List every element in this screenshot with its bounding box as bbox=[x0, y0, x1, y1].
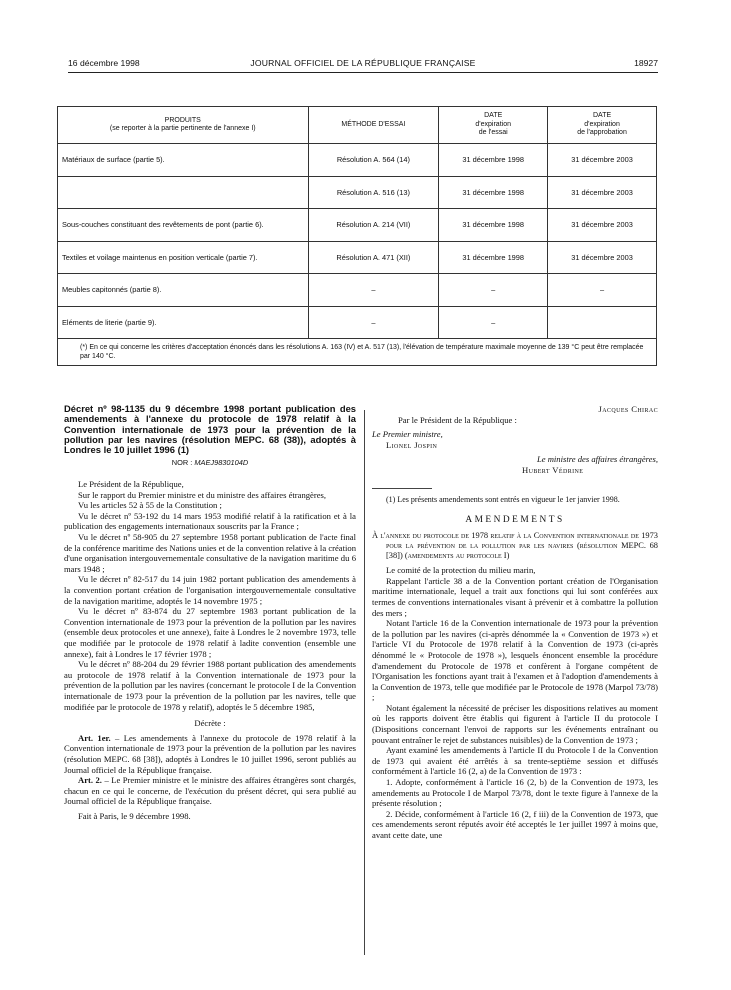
nor-label: NOR : bbox=[171, 458, 193, 468]
decree-paragraph: Vu le décret nº 58-905 du 27 septembre 1958 portant publication de l'acte final de la conférence maritime des Nations unies et de la convention relative à la création d'une organisation intergouvernementale consultative de la navigation maritime du 6 mars 1948 ; bbox=[64, 532, 356, 574]
test-date-cell: 31 décembre 1998 bbox=[439, 241, 548, 274]
approval-date-cell: 31 décembre 2003 bbox=[548, 209, 657, 242]
product-cell: Meubles capitonnés (partie 8). bbox=[58, 274, 309, 307]
article-2-label: Art. 2. bbox=[78, 775, 102, 786]
nor-code: MAEJ9830104D bbox=[194, 458, 249, 468]
decree-column bbox=[64, 404, 356, 821]
amendement-paragraph: Notant également la nécessité de préciser les dispositions relatives au moment où les rapports doivent être établis qui figurent à l'article II du protocole I (Dispositions concernant l'envoi de rapports sur les événements entraînant ou pouvant entraîner le rejet de substances nuisibles) de la Convention de 1973 ; bbox=[372, 702, 658, 745]
table-row bbox=[58, 209, 657, 242]
page-header bbox=[68, 58, 658, 70]
method-cell: Résolution A. 214 (VII) bbox=[308, 209, 439, 242]
decree-title: Décret nº 98-1135 du 9 décembre 1998 portant publication des amendements à l'annexe du protocole de 1978 relatif à la Convention internationale de 1973 pour la prévention de la pollution par les navires (résolution MEPC. 68 (38)), adoptés à Londres le 10 juillet 1996 (1) bbox=[64, 403, 356, 456]
product-cell: Matériaux de surface (partie 5). bbox=[58, 144, 309, 177]
header-products: PRODUITS (se reporter à la partie pertinente de l'annexe I) bbox=[58, 107, 309, 144]
header-approval-date: DATE d'expiration de l'approbation bbox=[548, 107, 657, 144]
article-2-text: – Le Premier ministre et le ministre des affaires étrangères sont chargés, chacun en ce qui le concerne, de l'exécution du présent décret, qui sera publié au Journal officiel de la République française. bbox=[64, 775, 357, 807]
amendements-heading: AMENDEMENTS bbox=[465, 514, 565, 525]
decree-paragraph: Vu le décret nº 88-204 du 29 février 1988 portant publication des amendements au protocole de 1978 relatif à la Convention internationale de 1973 pour la prévention de la pollution par les navires (concernant le protocole I de la Convention internationale de 1973 pour la prévention de la pollution par les navires, telle que modifiée par le protocole de 1978 y relatif), adoptés le 5 décembre 1985, bbox=[64, 659, 356, 712]
method-cell: Résolution A. 516 (13) bbox=[308, 176, 439, 209]
decree-paragraph: Vu le décret nº 82-517 du 14 juin 1982 portant publication des amendements à la convention portant création de l'organisation intergouvernementale consultative de la navigation maritime, adoptés le 14 novembre 1975 ; bbox=[64, 574, 356, 606]
footnote-rule bbox=[372, 488, 432, 489]
table-row bbox=[58, 241, 657, 274]
table-row bbox=[58, 274, 657, 307]
decrete-heading: Décrète : bbox=[194, 718, 226, 729]
signature-and-amendments-column bbox=[372, 404, 658, 841]
method-cell: Résolution A. 564 (14) bbox=[308, 144, 439, 177]
decree-paragraph: Vu le décret nº 53-192 du 14 mars 1953 modifié relatif à la ratification et à la publication des engagements internationaux souscrits par la France ; bbox=[64, 510, 356, 532]
article-1-text: – Les amendements à l'annexe du protocole de 1978 relatif à la Convention internationale de 1973 pour la prévention de la pollution par les navires (résolution MEPC. 68 [38]), adoptés à Londres le 10 juillet 1996, seront publiés au Journal officiel de la République française. bbox=[64, 732, 356, 775]
test-date-cell: – bbox=[439, 274, 548, 307]
test-date-cell: 31 décembre 1998 bbox=[439, 144, 548, 177]
amendements-subheading: À l'annexe du protocole de 1978 relatif à la Convention internationale de 1973 pour la prévention de la pollution par les navires (résolution MEPC. 68 [38]) (amendements au protocole I) bbox=[372, 531, 658, 561]
table-row bbox=[58, 306, 657, 339]
amendement-paragraph: 2. Décide, conformément à l'article 16 (2, f iii) de la Convention de 1973, que ces amendements seront réputés avoir été acceptés le 1er juillet 1997 à moins que, avant cette date, une bbox=[372, 808, 658, 840]
pm-title: Le Premier ministre, bbox=[372, 429, 443, 440]
pm-name: Lionel Jospin bbox=[386, 439, 438, 450]
decree-paragraph: Vu les articles 52 à 55 de la Constitution ; bbox=[78, 500, 222, 511]
product-cell: Eléments de literie (partie 9). bbox=[58, 306, 309, 339]
article-2 bbox=[64, 775, 356, 807]
header-test-date: DATE d'expiration de l'essai bbox=[439, 107, 548, 144]
product-cell: Sous-couches constituant des revêtements de pont (partie 6). bbox=[58, 209, 309, 242]
journal-title: JOURNAL OFFICIEL DE LA RÉPUBLIQUE FRANÇAISE bbox=[250, 58, 476, 68]
decree-paragraph: Sur le rapport du Premier ministre et du ministre des affaires étrangères, bbox=[78, 489, 327, 500]
president-name: Jacques Chirac bbox=[598, 404, 658, 414]
amendement-paragraph: Rappelant l'article 38 a de la Convention portant création de l'Organisation maritime internationale, lequel a trait aux fonctions qui lui sont conférées aux termes de conventions internationales visant à prévenir et à combattre la pollution des mers ; bbox=[372, 575, 658, 618]
amendement-paragraph: Ayant examiné les amendements à l'article II du Protocole I de la Convention de 1973 qui avaient été arrêtés à sa trente-septième session et diffusés conformément à l'article 16 (2, a) de la Convention de 1973 : bbox=[372, 745, 658, 777]
method-cell: – bbox=[308, 306, 439, 339]
done-at: Fait à Paris, le 9 décembre 1998. bbox=[78, 810, 191, 821]
product-cell bbox=[58, 176, 309, 209]
header-date: 16 décembre 1998 bbox=[68, 58, 140, 68]
amendement-paragraph: Notant l'article 16 de la Convention internationale de 1973 pour la prévention de la pollution par les navires (ci-après dénommée la « Convention de 1973 ») et l'article VI du Protocole de 1978 relatif à la Convention de 1973 (ci-après dénommé le « Protocole de 1978 »), lesquels énoncent ensemble la procédure d'amendement du Protocole de 1978 et confèrent à l'organe compétent de l'Organisation les fonctions ayant trait à l'examen et à l'adoption d'amendements à la Convention de 1973, telle que modifiée par le Protocole de 1978 (Marpol 73/78) ; bbox=[372, 618, 658, 703]
header-method: MÉTHODE D'ESSAI bbox=[308, 107, 439, 144]
footnote: (1) Les présents amendements sont entrés en vigueur le 1er janvier 1998. bbox=[386, 494, 620, 504]
minister-title: Le ministre des affaires étrangères, bbox=[536, 454, 658, 465]
minister-name: Hubert Védrine bbox=[522, 464, 584, 475]
approval-date-cell: 31 décembre 2003 bbox=[548, 176, 657, 209]
amendement-paragraph: 1. Adopte, conformément à l'article 16 (2, b) de la Convention de 1973, les amendements au Protocole I de Marpol 73/78, dont le texte figure à l'annexe de la présente résolution ; bbox=[372, 777, 658, 809]
table-row bbox=[58, 176, 657, 209]
column-divider bbox=[364, 410, 365, 955]
table-header-row bbox=[58, 107, 657, 144]
decree-paragraph: Vu le décret nº 83-874 du 27 septembre 1983 portant publication de la Convention internationale de 1973 pour la prévention de la pollution par les navires (ensemble deux protocoles et une annexe), faite à Londres le 2 novembre 1973, telle que modifiée par le protocole de 1978 relatif à ladite convention (ensemble une annexe), fait à Londres le 17 février 1978 ; bbox=[64, 606, 356, 659]
nor-reference bbox=[64, 458, 356, 469]
method-cell: – bbox=[308, 274, 439, 307]
article-1-label: Art. 1er. bbox=[78, 732, 111, 743]
decree-paragraph: Le Président de la République, bbox=[78, 479, 184, 490]
test-date-cell: 31 décembre 1998 bbox=[439, 176, 548, 209]
method-cell: Résolution A. 471 (XII) bbox=[308, 241, 439, 274]
header-rule bbox=[68, 72, 658, 73]
products-table bbox=[57, 106, 657, 366]
table-note: (*) En ce qui concerne les critères d'acceptation énoncés dans les résolutions A. 163 (IV) et A. 517 (13), l'élévation de température maximale moyenne de 139 °C peut être remplacée par 140 °C. bbox=[58, 339, 657, 366]
test-date-cell: 31 décembre 1998 bbox=[439, 209, 548, 242]
test-date-cell: – bbox=[439, 306, 548, 339]
par-le-president: Par le Président de la République : bbox=[398, 414, 517, 425]
approval-date-cell: 31 décembre 2003 bbox=[548, 144, 657, 177]
product-cell: Textiles et voilage maintenus en position verticale (partie 7). bbox=[58, 241, 309, 274]
article-1 bbox=[64, 733, 356, 775]
table-row bbox=[58, 144, 657, 177]
approval-date-cell: 31 décembre 2003 bbox=[548, 241, 657, 274]
table-note-row bbox=[58, 339, 657, 366]
page-number: 18927 bbox=[634, 58, 658, 68]
amendement-paragraph: Le comité de la protection du milieu marin, bbox=[386, 565, 536, 576]
approval-date-cell bbox=[548, 306, 657, 339]
approval-date-cell: – bbox=[548, 274, 657, 307]
